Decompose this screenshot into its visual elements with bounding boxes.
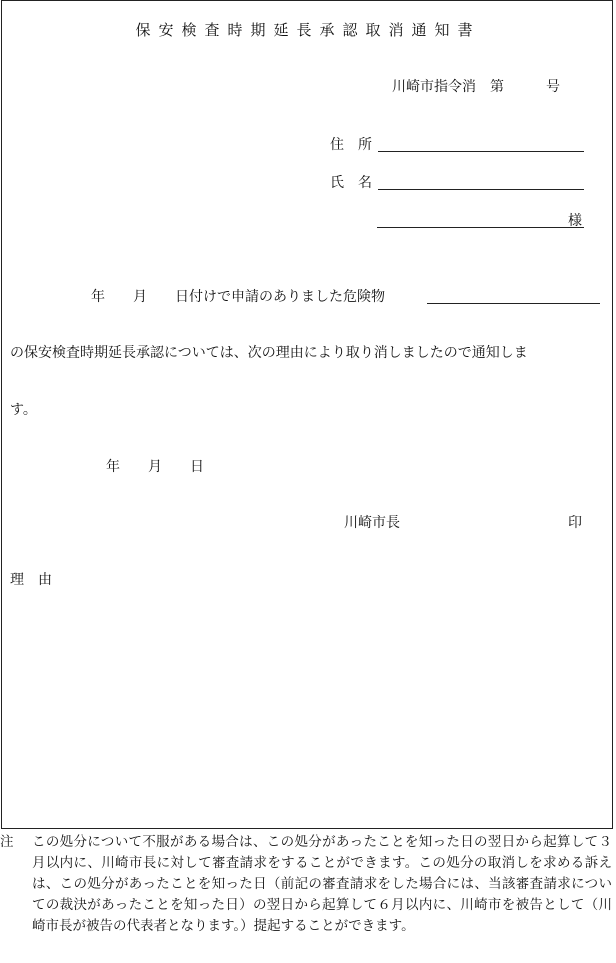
issuer: 川崎市長 (344, 515, 400, 531)
honorific: 様 (568, 213, 582, 229)
name-field[interactable] (378, 189, 584, 190)
issue-date: 年 月 日 (106, 459, 204, 475)
seal-mark: 印 (568, 515, 582, 531)
footnote (0, 832, 612, 937)
body-line-1: 年 月 日付けで申請のありました危険物 (91, 289, 385, 305)
name-label: 氏 名 (330, 175, 372, 191)
address-field[interactable] (378, 151, 584, 152)
form-frame (1, 0, 613, 829)
footnote-text: この処分について不服がある場合は、この処分があったことを知った日の翌日から起算して３月以内に、川崎市長に対して審査請求をすることができます。この処分の取消しを求める訴えは、この処分があったことを知った日（前記の審査請求をした場合には、当該審査請求についての裁決があったことを知った日）の翌日から起算して６月以内に、川崎市を被告として（川崎市長が被告の代表者となります。）提起することができます。 (32, 834, 612, 934)
document-number: 川崎市指令消 第 号 (392, 79, 560, 95)
document-title: 保安検査時期延長承認取消通知書 (135, 21, 481, 39)
body-line-3: す。 (10, 402, 37, 418)
footnote-mark: 注 (0, 834, 14, 850)
address-label: 住 所 (330, 137, 372, 153)
reason-label: 理 由 (10, 572, 52, 588)
body-line-2: の保安検査時期延長承認については、次の理由により取り消しましたので通知しま (10, 345, 528, 361)
recipient-field[interactable] (377, 227, 584, 228)
hazardous-material-field[interactable] (427, 303, 600, 304)
